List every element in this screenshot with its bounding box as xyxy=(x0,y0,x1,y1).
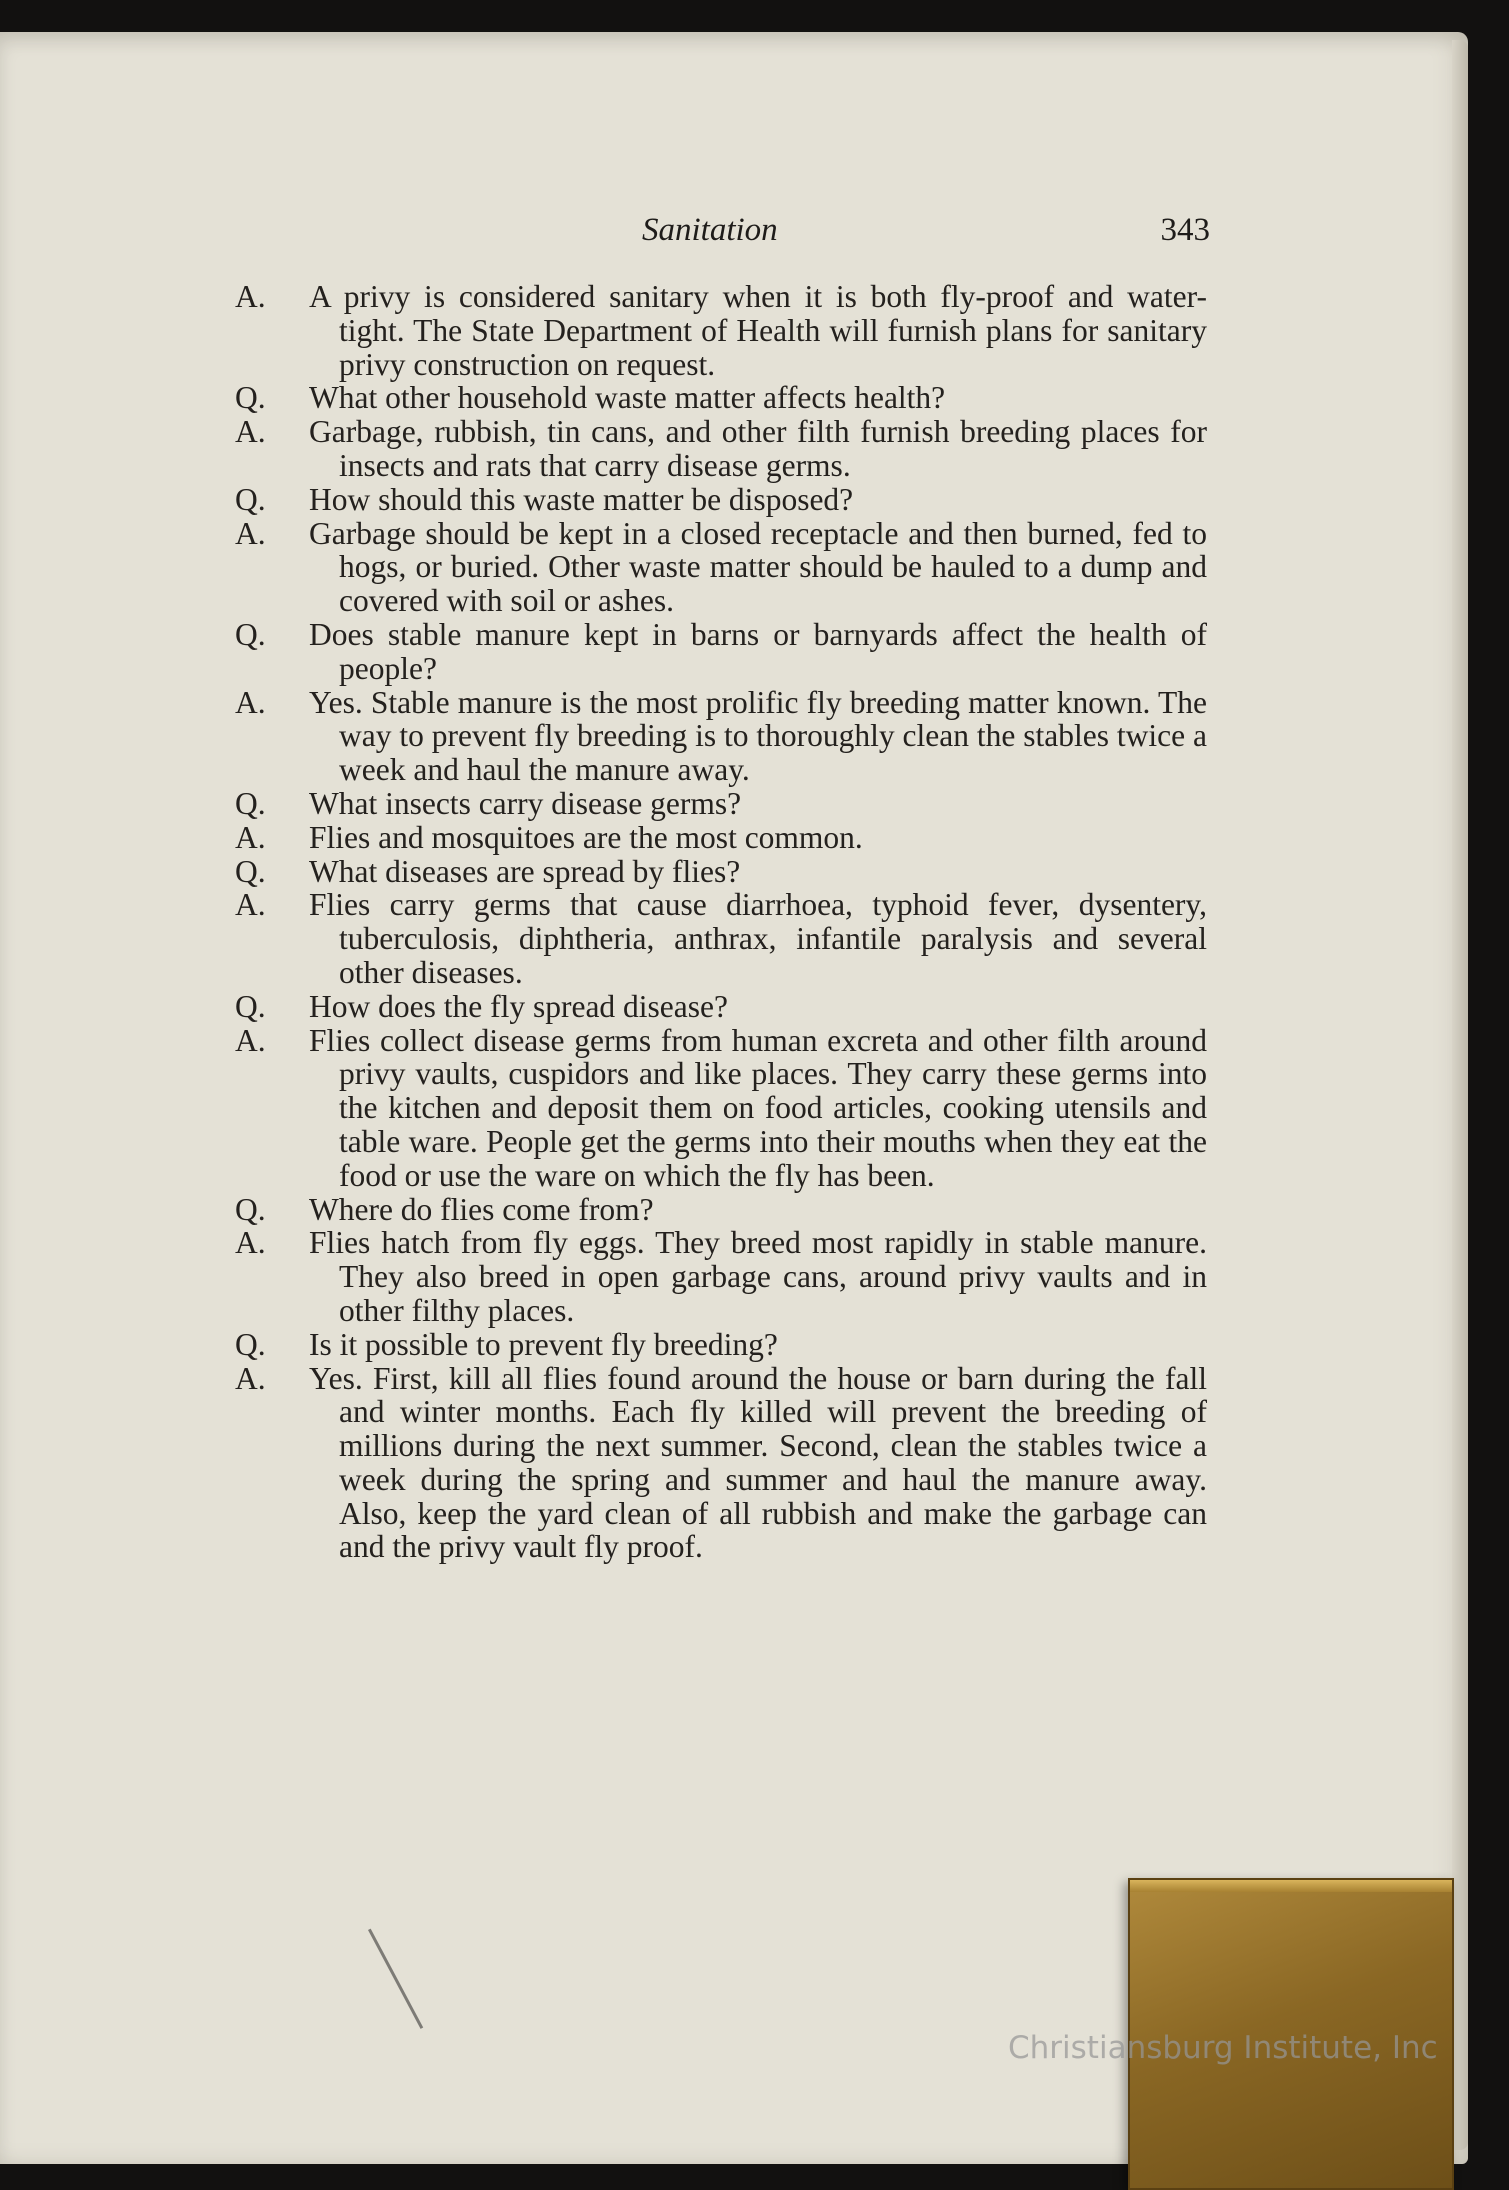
qa-question xyxy=(235,787,1207,821)
entry-marker: A. xyxy=(235,515,266,551)
entry-text: Flies carry germs that cause diarrhoea, typhoid fever, dysentery, tuberculosis, diphtheria, anthrax, infantile paralysis and several other diseases. xyxy=(309,887,1207,990)
qa-answer xyxy=(235,686,1207,787)
entry-marker: A. xyxy=(235,414,266,450)
entry-marker: Q. xyxy=(235,1191,266,1227)
qa-answer xyxy=(235,1024,1207,1193)
entry-text: A privy is considered sanitary when it is both fly-proof and water-tight. The State Department of Health will furnish plans for sanitary privy construction on request. xyxy=(309,279,1207,382)
entry-text: Where do flies come from? xyxy=(309,1191,654,1227)
page-number: 343 xyxy=(1160,212,1210,248)
section-title: Sanitation xyxy=(642,212,778,248)
entry-marker: A. xyxy=(235,1022,266,1058)
qa-question xyxy=(235,381,1207,415)
entry-text: Flies collect disease germs from human excreta and other filth around privy vaults, cuspidors and like places. They carry these germs into the kitchen and deposit them on food articles, cooking utensils and table ware. People get the germs into their mouths when they eat the food or use the ware on which the fly has been. xyxy=(309,1022,1207,1193)
entry-marker: A. xyxy=(235,819,266,855)
entry-marker: A. xyxy=(235,1225,266,1261)
entry-text: What diseases are spread by flies? xyxy=(309,853,741,889)
entry-text: What insects carry disease germs? xyxy=(309,785,742,821)
entry-marker: Q. xyxy=(235,616,266,652)
entry-marker: Q. xyxy=(235,380,266,416)
entry-marker: Q. xyxy=(235,785,266,821)
qa-answer xyxy=(235,517,1207,618)
entry-text: Is it possible to prevent fly breeding? xyxy=(309,1326,778,1362)
entry-marker: A. xyxy=(235,279,266,314)
qa-list xyxy=(235,280,1207,1564)
qa-question xyxy=(235,618,1207,686)
qa-answer xyxy=(235,888,1207,989)
entry-text: How does the fly spread disease? xyxy=(309,988,728,1024)
qa-answer xyxy=(235,280,1207,381)
entry-text: Garbage should be kept in a closed receptacle and then burned, fed to hogs, or buried. Other waste matter should be hauled to a dump and covered with soil or ashes. xyxy=(309,515,1207,619)
entry-text: How should this waste matter be disposed? xyxy=(309,481,854,517)
qa-question xyxy=(235,1193,1207,1227)
entry-marker: Q. xyxy=(235,988,266,1024)
watermark: Christiansburg Institute, Inc xyxy=(1008,2030,1438,2066)
qa-question xyxy=(235,483,1207,517)
qa-question xyxy=(235,990,1207,1024)
running-head xyxy=(230,212,1210,252)
page-edge xyxy=(1452,40,1468,2150)
entry-marker: Q. xyxy=(235,481,266,517)
entry-marker: Q. xyxy=(235,853,266,889)
entry-text: What other household waste matter affects health? xyxy=(309,380,946,416)
qa-answer xyxy=(235,415,1207,483)
qa-answer xyxy=(235,1226,1207,1327)
qa-answer xyxy=(235,1362,1207,1565)
entry-text: Garbage, rubbish, tin cans, and other filth furnish breeding places for insects and rats that carry disease germs. xyxy=(309,414,1207,483)
entry-text: Yes. Stable manure is the most prolific fly breeding matter known. The way to prevent fly breeding is to thoroughly clean the stables twice a week and haul the manure away. xyxy=(309,684,1207,788)
qa-answer xyxy=(235,821,1207,855)
entry-marker: A. xyxy=(235,887,266,923)
entry-text: Yes. First, kill all flies found around the house or barn during the fall and winter months. Each fly killed will prevent the breeding of millions during the next summer. Second, clean the stables twice a week during the spring and summer and haul the manure away. Also, keep the yard clean of all rubbish and make the garbage can and the privy vault fly proof. xyxy=(309,1360,1207,1565)
entry-marker: A. xyxy=(235,1360,266,1396)
entry-marker: Q. xyxy=(235,1326,266,1362)
entry-text: Flies and mosquitoes are the most common. xyxy=(309,819,863,855)
qa-question xyxy=(235,855,1207,889)
entry-text: Does stable manure kept in barns or barnyards affect the health of people? xyxy=(309,616,1207,686)
entry-text: Flies hatch from fly eggs. They breed most rapidly in stable manure. They also breed in open garbage cans, around privy vaults and in other filthy places. xyxy=(309,1225,1207,1328)
qa-question xyxy=(235,1328,1207,1362)
entry-marker: A. xyxy=(235,684,266,720)
